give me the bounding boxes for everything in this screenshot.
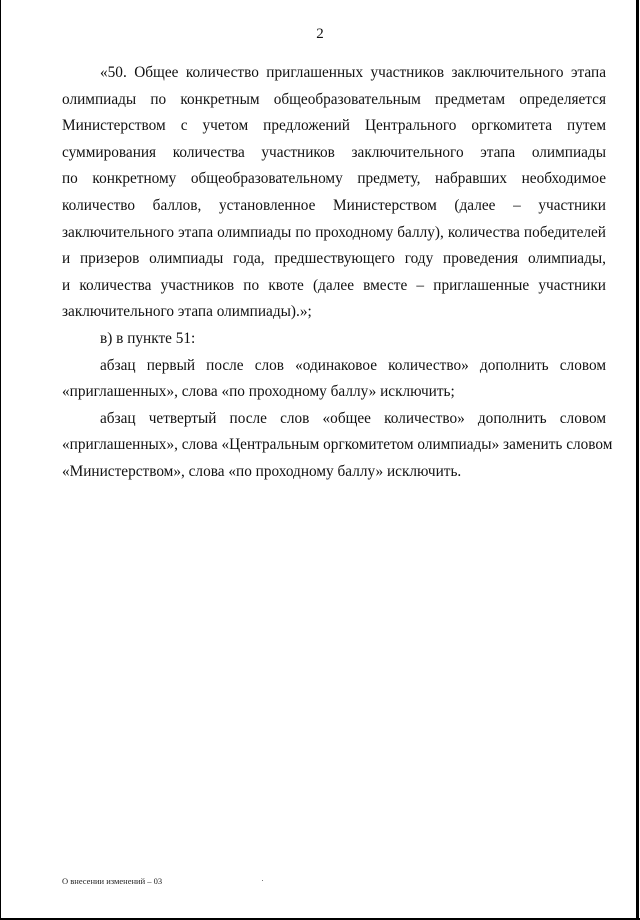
paragraph-3-line-2: «приглашенных», слова «по проходному баллу» исключить; <box>62 383 455 401</box>
paragraph-1-line-2: олимпиады по конкретным общеобразовательным предметам определяется <box>62 90 606 108</box>
paragraph-1-line-3: Министерством с учетом предложений Центрального оргкомитета путем <box>62 117 606 135</box>
page-number: 2 <box>316 26 324 42</box>
paragraph-1-line-8: и призеров олимпиады года, предшествующего году проведения олимпиады, <box>62 250 606 268</box>
paragraph-1-line-7: заключительного этапа олимпиады по проходному баллу), количества победителей <box>62 223 606 241</box>
paragraph-1-line-1: «50. Общее количество приглашенных участников заключительного этапа <box>100 64 606 81</box>
scan-edge-left <box>0 0 1 920</box>
footer-note: О внесении изменений – 03 <box>62 876 163 886</box>
paragraph-2-line-1: в) в пункте 51: <box>100 329 196 347</box>
paragraph-4-line-3: «Министерством», слова «по проходному баллу» исключить. <box>62 462 462 480</box>
scan-speck <box>262 880 263 881</box>
paragraph-1-line-4: суммирования количества участников заключительного этапа олимпиады <box>62 143 606 161</box>
document-body <box>62 60 613 486</box>
scan-edge-right <box>636 0 639 920</box>
paragraph-4-line-2: «приглашенных», слова «Центральным оргкомитетом олимпиады» заменить словом <box>62 436 613 454</box>
paragraph-1-line-10: заключительного этапа олимпиады).»; <box>62 303 312 321</box>
paragraph-4-line-1: абзац четвертый после слов «общее количество» дополнить словом <box>100 409 606 427</box>
paragraph-3-line-1: абзац первый после слов «одинаковое количество» дополнить словом <box>100 356 606 374</box>
paragraph-1-line-9: и количества участников по квоте (далее вместе – приглашенные участники <box>62 276 606 294</box>
paragraph-1-line-6: количество баллов, установленное Министерством (далее – участники <box>62 196 606 214</box>
paragraph-1-line-5: по конкретному общеобразовательному предмету, набравших необходимое <box>62 170 606 188</box>
